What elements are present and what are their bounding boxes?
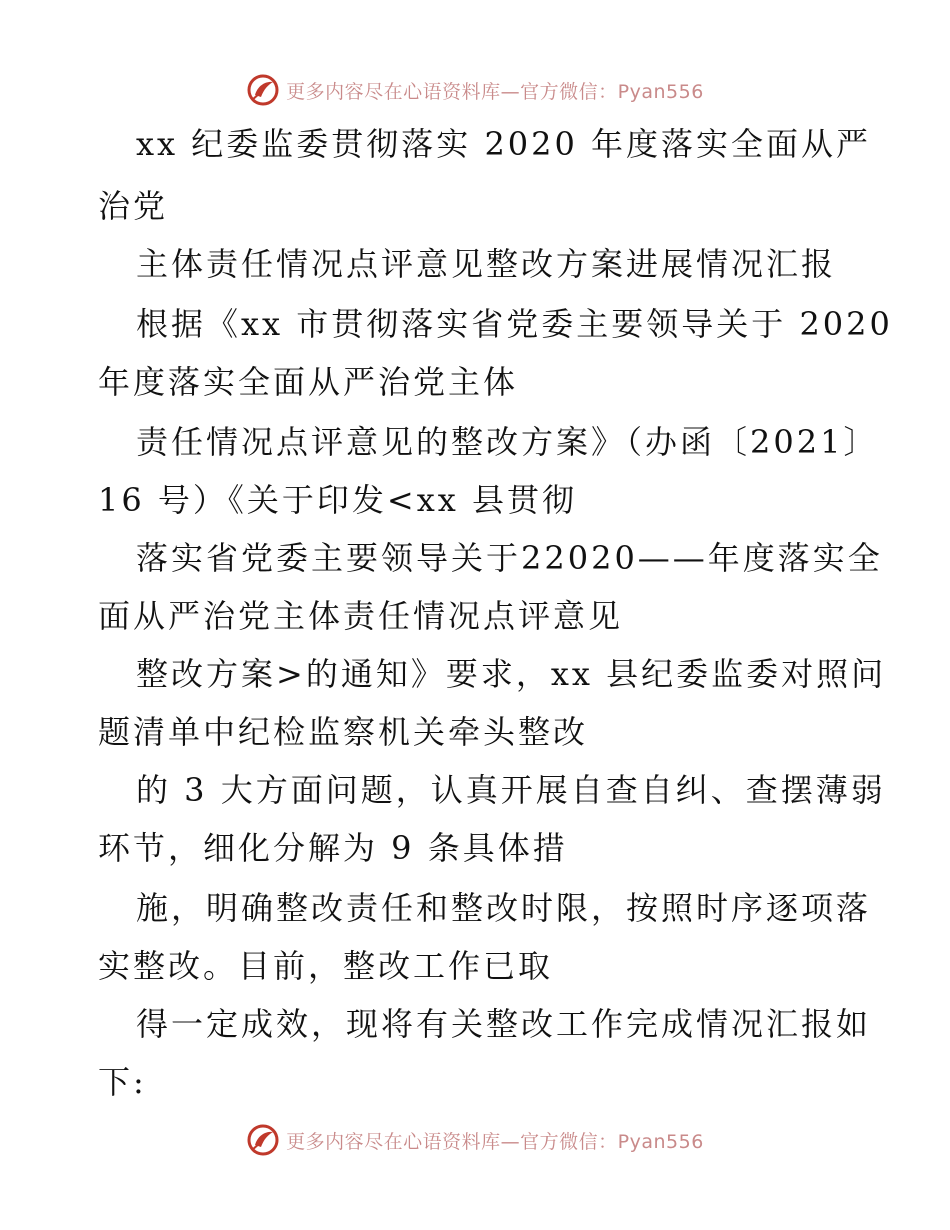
watermark-text: 更多内容尽在心语资料库—官方微信：Pyan556 [286,80,704,103]
paragraph-line: 责任情况点评意见的整改方案》（办函〔2021〕 [136,423,879,461]
paragraph-line: 落实省党委主要领导关于22020——年度落实全 [136,539,883,577]
subtitle-line: 主体责任情况点评意见整改方案进展情况汇报 [136,245,837,283]
watermark-logo-icon [246,1123,280,1157]
paragraph-line: 实整改。目前，整改工作已取 [98,947,554,985]
paragraph-line: 题清单中纪检监察机关牵头整改 [98,713,589,751]
paragraph-line: 环节，细化分解为 9 条具体措 [98,829,568,867]
watermark-header [0,70,950,110]
paragraph-line: 根据《xx 市贯彻落实省党委主要领导关于 2020 [136,305,893,343]
paragraph-line: 的 3 大方面问题，认真开展自查自纠、查摆薄弱 [136,771,886,809]
watermark-footer [0,1120,950,1160]
paragraph-line: 得一定成效，现将有关整改工作完成情况汇报如 [136,1005,872,1043]
watermark-text: 更多内容尽在心语资料库—官方微信：Pyan556 [286,1130,704,1153]
paragraph-line: 施，明确整改责任和整改时限，按照时序逐项落 [136,889,872,927]
paragraph-line: 年度落实全面从严治党主体 [98,363,519,401]
paragraph-line: 整改方案>的通知》要求，xx 县纪委监委对照问 [136,655,887,693]
paragraph-line: 16 号）《关于印发<xx 县贯彻 [98,481,577,519]
title-line-1: xx 纪委监委贯彻落实 2020 年度落实全面从严 [136,125,872,163]
paragraph-line: 下: [98,1063,147,1101]
paragraph-line: 面从严治党主体责任情况点评意见 [98,597,624,635]
title-line-2: 治党 [98,187,169,225]
watermark-logo-icon [246,73,280,107]
